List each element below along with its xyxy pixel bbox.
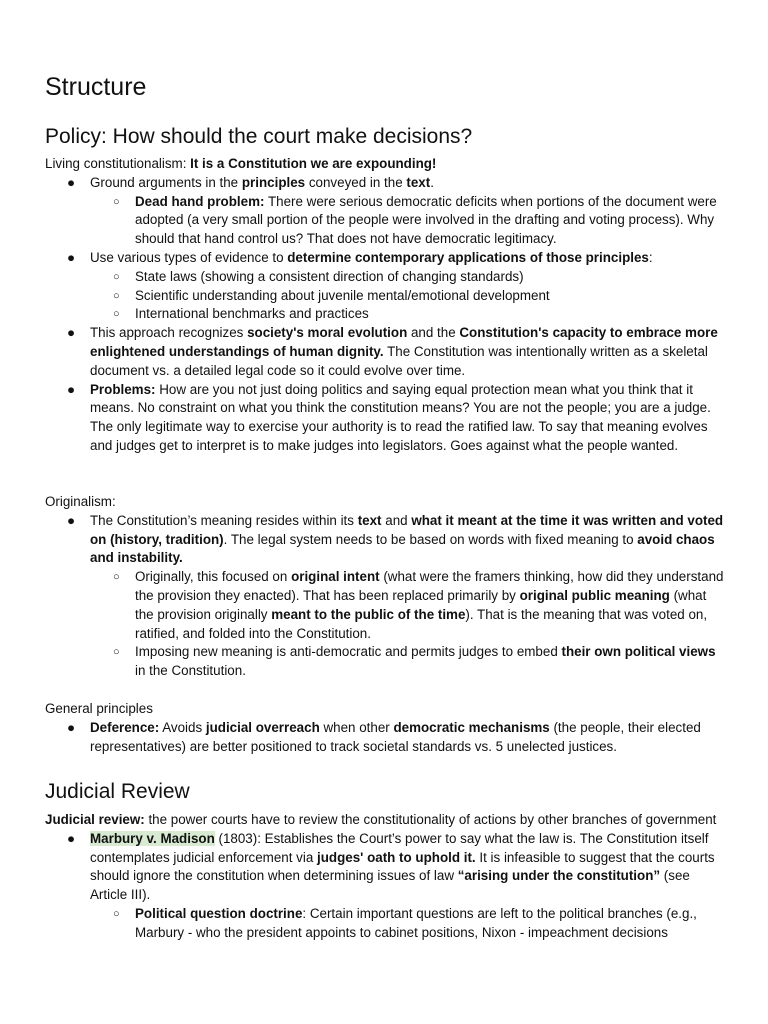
sub-bullet-icon: ○ (113, 646, 120, 659)
sub-bullet-icon: ○ (113, 308, 120, 321)
sub-bullet-icon: ○ (113, 571, 120, 584)
list-item: ○ Imposing new meaning is anti-democratic and permits judges to embed their own political views in the Constitution. (113, 644, 716, 679)
list-item: ● Use various types of evidence to determine contemporary applications of those principles: (45, 249, 725, 268)
general-principles-section (45, 700, 725, 756)
list-item: ● This approach recognizes society's moral evolution and the Constitution's capacity to embrace more enlightened understandings of human dignity. The Constitution was intentionally written as a skeletal document vs. a detailed legal code so it could evolve over time. (67, 325, 718, 378)
bullet-icon: ● (67, 325, 76, 341)
judicial-review-list (45, 830, 725, 943)
bullet-icon: ● (67, 249, 76, 265)
list-item: ● Deference: Avoids judicial overreach when other democratic mechanisms (the people, their elected representatives) are better positioned to track societal standards vs. 5 unelected justices. (67, 719, 701, 754)
general-principles-list (45, 719, 725, 757)
bullet-icon: ● (67, 830, 76, 846)
list-item: ○ State laws (showing a consistent direction of changing standards) (45, 268, 725, 287)
page-title: Structure (45, 73, 147, 101)
bullet-icon: ● (67, 719, 76, 735)
section-heading-judicial-review: Judicial Review (45, 780, 190, 803)
list-item: ○ Political question doctrine: Certain important questions are left to the political branches (e.g., Marbury - who the president appoints to cabinet positions, Nixon - impeachment decisions (113, 905, 697, 940)
sub-bullet-icon: ○ (113, 195, 120, 208)
sub-bullet-icon: ○ (113, 270, 120, 283)
list-item: ○ Dead hand problem: There were serious democratic deficits when portions of the document were adopted (a very small portion of the people were involved in the drafting and voting process). Why should that hand control us? That does not have democratic legitimacy. (113, 193, 717, 247)
list-item: ● Ground arguments in the principles conveyed in the text. (45, 174, 725, 193)
bullet-icon: ● (67, 174, 76, 190)
originalism-section (45, 493, 725, 681)
originalism-list (45, 512, 725, 681)
bullet-icon: ● (67, 512, 76, 528)
general-principles-label: General principles (45, 701, 153, 716)
list-item: ● Problems: How are you not just doing politics and saying equal protection mean what you think that it means. No constraint on what you think the constitution means? You are not the people; you are a judge. The only legitimate way to exercise your authority is to read the ratified law. To say that meaning evolves and judges get to interpret is to make judges into legislators. Goes against what the people wanted. (67, 381, 711, 453)
judicial-review-definition: Judicial review: the power courts have to review the constitutionality of actions by other branches of government (45, 812, 717, 827)
living-list (45, 174, 725, 456)
originalism-label: Originalism: (45, 494, 116, 509)
list-item: ○ Scientific understanding about juvenile mental/emotional development (45, 287, 725, 306)
sub-bullet-icon: ○ (113, 907, 120, 920)
living-intro: Living constitutionalism: It is a Constitution we are expounding! (45, 156, 437, 171)
bullet-icon: ● (67, 381, 76, 397)
case-name-highlight: Marbury v. Madison (90, 830, 215, 846)
living-constitutionalism-section (45, 155, 725, 456)
list-item: ○ International benchmarks and practices (45, 305, 725, 324)
judicial-review-section (45, 811, 725, 943)
sub-bullet-icon: ○ (113, 289, 120, 302)
list-item: ○ Originally, this focused on original intent (what were the framers thinking, how did they understand the provision they enacted). That has been replaced primarily by original public meaning (what the provision originally meant to the public of the time). That is the meaning that was voted on, ratified, and folded into the Constitution. (113, 569, 724, 641)
section-heading-policy: Policy: How should the court make decisions? (45, 125, 473, 148)
list-item: ● Marbury v. Madison (1803): Establishes the Court’s power to say what the law is. The Constitution itself contemplates judicial enforcement via judges' oath to uphold it. It is infeasible to suggest that the courts should ignore the constitution when determining issues of law “arising under the constitution” (see Article III). (67, 830, 715, 903)
list-item: ● The Constitution’s meaning resides within its text and what it meant at the time it was written and voted on (history, tradition). The legal system needs to be based on words with fixed meaning to avoid chaos and instability. (67, 512, 724, 566)
